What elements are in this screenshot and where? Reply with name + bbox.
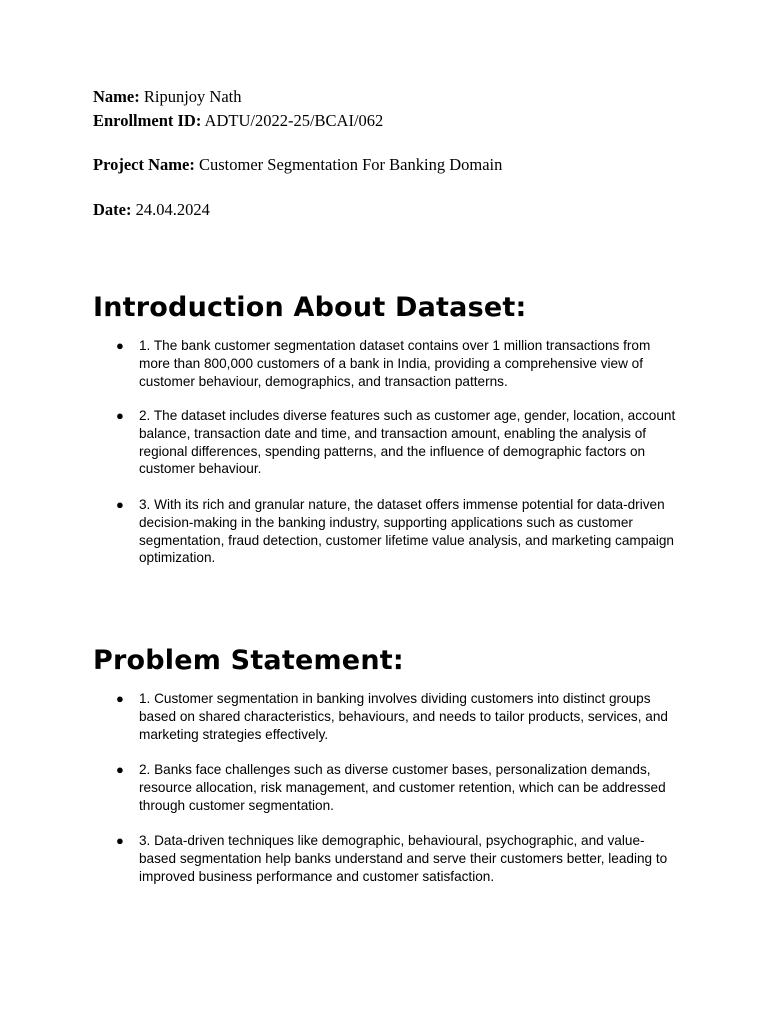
- intro-item-text: 1. The bank customer segmentation dataset contains over 1 million transactions from more than 800,000 customers of a bank in India, providing a comprehensive view of customer behaviour, demographics, and transaction patterns.: [139, 338, 651, 389]
- date-line: [93, 199, 210, 221]
- date-label: Date:: [93, 200, 132, 219]
- intro-heading: Introduction About Dataset:: [93, 292, 527, 323]
- student-name-line: [93, 86, 241, 108]
- problem-item-text: 2. Banks face challenges such as diverse customer bases, personalization demands, resource allocation, risk management, and customer retention, which can be addressed through customer segmentation.: [139, 762, 666, 813]
- enrollment-line: [93, 110, 383, 132]
- problem-heading: Problem Statement:: [93, 645, 404, 676]
- project-value: Customer Segmentation For Banking Domain: [198, 155, 503, 174]
- project-name-line: [93, 154, 502, 176]
- enrollment-value: ADTU/2022-25/BCAI/062: [204, 111, 384, 130]
- intro-item-text: 3. With its rich and granular nature, the dataset offers immense potential for data-driven decision-making in the banking industry, supporting applications such as customer segmentation, fraud detection, customer lifetime value analysis, and marketing campaign optimization.: [139, 497, 674, 566]
- name-label: Name:: [93, 87, 140, 106]
- bullet-icon: ●: [116, 762, 124, 777]
- bullet-icon: ●: [116, 833, 124, 848]
- date-value: 24.04.2024: [135, 200, 210, 219]
- problem-item-text: 1. Customer segmentation in banking involves dividing customers into distinct groups based on shared characteristics, behaviours, and needs to tailor products, services, and marketing strategies effectively.: [139, 691, 668, 742]
- project-label: Project Name:: [93, 155, 195, 174]
- bullet-icon: ●: [116, 691, 124, 706]
- bullet-icon: ●: [116, 408, 124, 423]
- bullet-icon: ●: [116, 497, 124, 512]
- intro-item-text: 2. The dataset includes diverse features such as customer age, gender, location, account balance, transaction date and time, and transaction amount, enabling the analysis of regional differences, spending patterns, and the influence of demographic factors on customer behaviour.: [139, 408, 676, 477]
- bullet-icon: ●: [116, 338, 124, 353]
- name-value: Ripunjoy Nath: [143, 87, 242, 106]
- problem-item-text: 3. Data-driven techniques like demographic, behavioural, psychographic, and value-based segmentation help banks understand and serve their customers better, leading to improved business performance and customer satisfaction.: [139, 833, 668, 884]
- enrollment-label: Enrollment ID:: [93, 111, 202, 130]
